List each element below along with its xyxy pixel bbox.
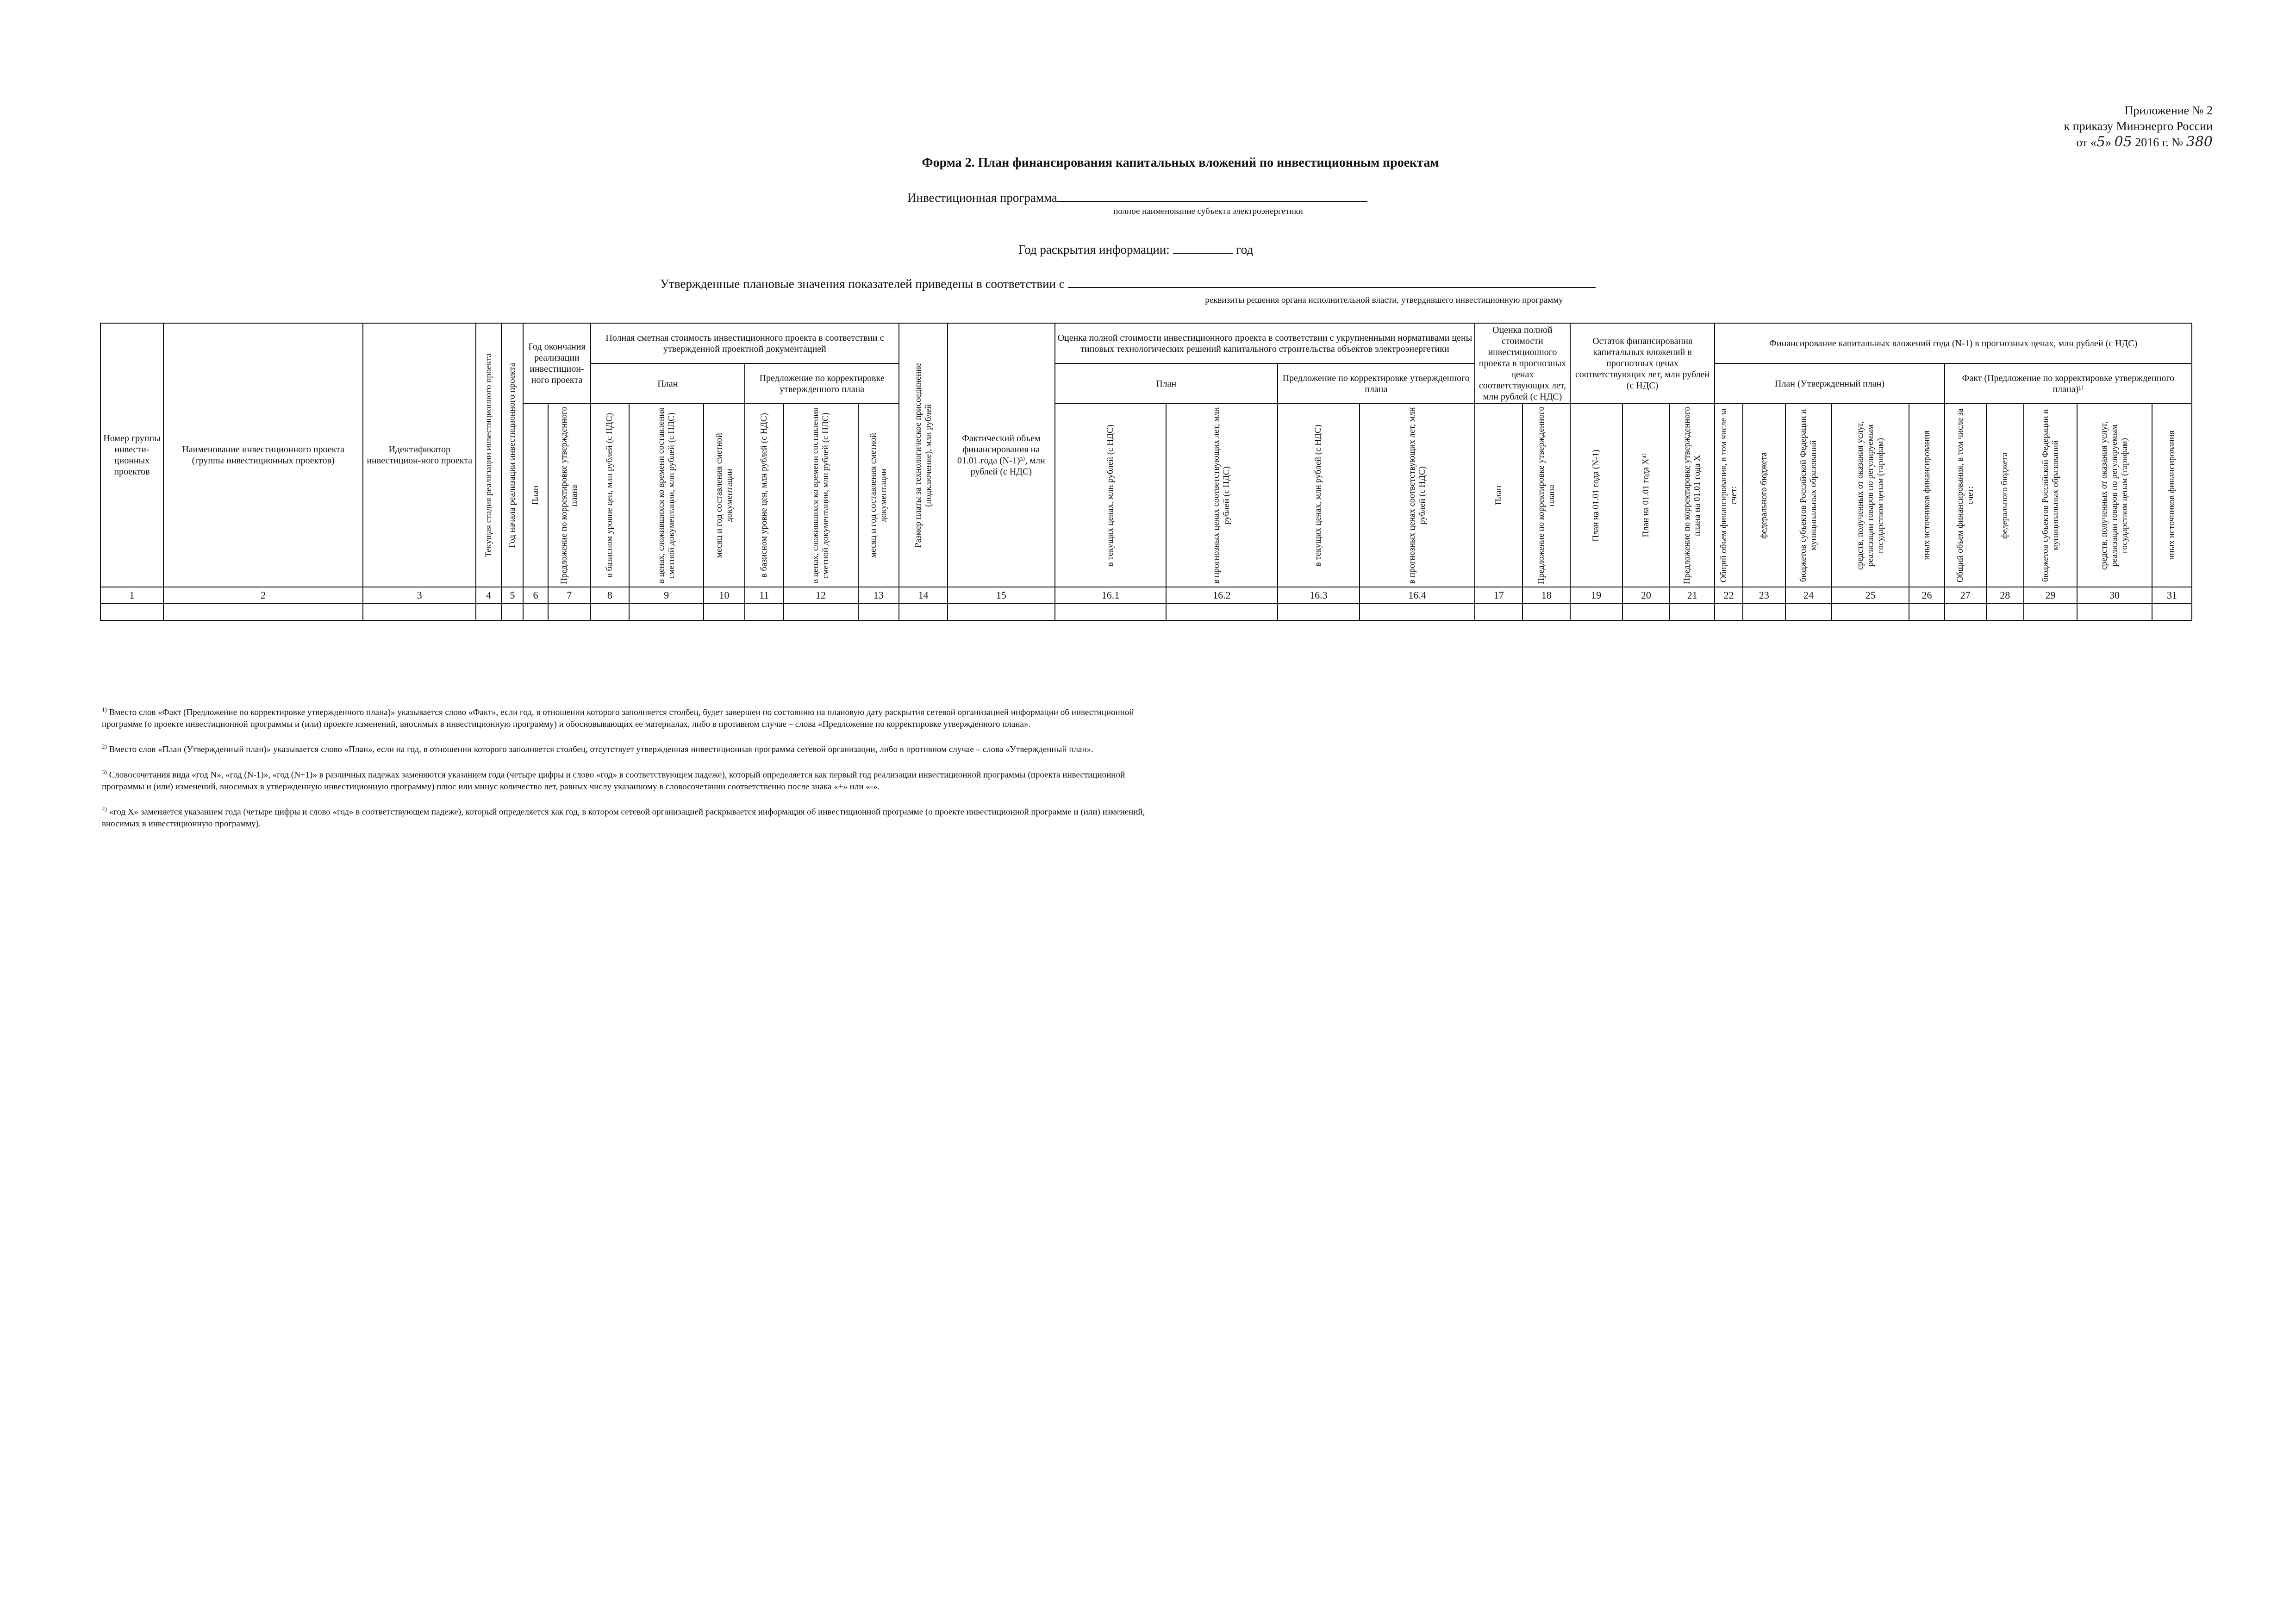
- handwritten-day: 5: [2096, 134, 2105, 150]
- header-full-plan: План: [591, 363, 745, 404]
- empty-cell: [1715, 604, 1743, 620]
- header-col-1: Номер группы инвести-ционных проектов: [100, 323, 163, 587]
- column-number-cell: 14: [899, 587, 948, 604]
- disclosure-label: Год раскрытия информации:: [1018, 243, 1170, 256]
- header-col-11: в базисном уровне цен, млн рублей (с НДС): [745, 404, 784, 587]
- approved-label: Утвержденные плановые значения показателей приведены в соответствии с: [660, 277, 1065, 291]
- column-number-cell: 8: [591, 587, 630, 604]
- empty-cell: [1475, 604, 1522, 620]
- header-col-30: средств, полученных от оказания услуг, реализации товаров по регулируемым государством ценам (тарифам): [2077, 404, 2152, 587]
- program-underline: [1057, 190, 1367, 202]
- empty-cell: [2077, 604, 2152, 620]
- footnote: [102, 766, 1148, 793]
- header-col-3: Идентификатор инвестицион-ного проекта: [363, 323, 476, 587]
- column-number-cell: 23: [1743, 587, 1785, 604]
- footnote-text: Вместо слов «План (Утвержденный план)» указывается слово «План», если на год, в отношении которого заполняется столбец, отсутствует утвержденная инвестиционная программа сетевой организации, либо в противном случае – слова «Утвержденный план».: [109, 744, 1093, 755]
- approved-underline: [1068, 276, 1596, 288]
- header-group-remaining: Остаток финансирования капитальных вложений в прогнозных ценах соответствующих лет, млн рублей (с НДС): [1570, 323, 1715, 404]
- column-number-cell: 25: [1832, 587, 1909, 604]
- empty-cell: [1570, 604, 1622, 620]
- program-caption: полное наименование субъекта электроэнергетики: [1113, 206, 1303, 216]
- column-number-cell: 26: [1909, 587, 1944, 604]
- empty-cell: [948, 604, 1055, 620]
- header-col-26: иных источников финансирования: [1909, 404, 1944, 587]
- header-col-7: Предложение по корректировке утвержденного плана: [548, 404, 591, 587]
- header-col-16-3: в текущих ценах, млн рублей (с НДС): [1278, 404, 1360, 587]
- empty-cell: [523, 604, 548, 620]
- column-number-cell: 16.2: [1166, 587, 1277, 604]
- column-number-cell: 28: [1986, 587, 2024, 604]
- header-col-19: План на 01.01 года (N-1): [1570, 404, 1622, 587]
- empty-cell: [591, 604, 630, 620]
- header-col-27: Общий объем финансирования, в том числе за счет:: [1945, 404, 1986, 587]
- footnote-mark: 1): [102, 706, 107, 713]
- column-number-cell: 6: [523, 587, 548, 604]
- column-number-cell: 1: [100, 587, 163, 604]
- column-number-cell: 20: [1622, 587, 1670, 604]
- header-col-6: План: [523, 404, 548, 587]
- empty-cell: [745, 604, 784, 620]
- header-col-8: в базисном уровне цен, млн рублей (с НДС): [591, 404, 630, 587]
- empty-cell: [363, 604, 476, 620]
- column-number-cell: 22: [1715, 587, 1743, 604]
- empty-cell: [1622, 604, 1670, 620]
- header-col-14: Размер платы за технологическое присоединение (подключение), млн рублей: [899, 323, 948, 587]
- header-col-22: Общий объем финансирования, в том числе за счет:: [1715, 404, 1743, 587]
- header-group-end-year: Год окончания реализации инвестицион-ного проекта: [523, 323, 590, 404]
- column-number-cell: 16.3: [1278, 587, 1360, 604]
- empty-cell: [1986, 604, 2024, 620]
- header-group-estimate: Оценка полной стоимости инвестиционного проекта в соответствии с укрупненными нормативами цены типовых технологических решений капитального строительства объектов электроэнергетики: [1055, 323, 1475, 363]
- form-title: Форма 2. План финансирования капитальных вложений по инвестиционным проектам: [922, 156, 1439, 170]
- empty-cell: [1743, 604, 1785, 620]
- header-estimate-proposal: Предложение по корректировке утвержденного плана: [1278, 363, 1475, 404]
- header-group-evaluation: Оценка полной стоимости инвестиционного проекта в прогнозных ценах соответствующих лет, млн рублей (с НДС): [1475, 323, 1570, 404]
- header-col-18: Предложение по корректировке утвержденного плана: [1522, 404, 1570, 587]
- handwritten-order-number: 380: [2186, 134, 2213, 150]
- header-col-13: месяц и год составления сметной документации: [858, 404, 899, 587]
- column-number-cell: 21: [1670, 587, 1715, 604]
- footnote-mark: 2): [102, 743, 107, 750]
- empty-cell: [1522, 604, 1570, 620]
- header-financing-plan: План (Утвержденный план): [1715, 363, 1944, 404]
- header-col-16-2: в прогнозных ценах соответствующих лет, млн рублей (с НДС): [1166, 404, 1277, 587]
- footnote-text: Вместо слов «Факт (Предложение по корректировке утвержденного плана)» указывается слово «Факт», если год, в отношении которого заполняется столбец, будет завершен по состоянию на плановую дату раскрытия сетевой организацией информации об инвестиционной программе (о проекте инвестиционной программы и (или) проекте изменений, вносимых в инвестиционную программу) и обосновывающих ее материалах, либо в противном случае – слова «Предложение по корректировке утвержденного плана».: [102, 707, 1134, 730]
- empty-cell: [476, 604, 501, 620]
- appendix-line-2: к приказу Минэнерго России: [2064, 119, 2213, 133]
- footnote-mark: 4): [102, 805, 107, 812]
- header-col-28: федерального бюджета: [1986, 404, 2024, 587]
- empty-cell: [1909, 604, 1944, 620]
- header-col-9: в ценах, сложившихся ко времени составления сметной документации, млн рублей (с НДС): [629, 404, 704, 587]
- header-col-21: Предложение по корректировке утвержденного плана на 01.01 года X: [1670, 404, 1715, 587]
- footnote-text: «год X» заменяется указанием года (четыре цифры и слово «год» в соответствующем падеже), который определяется как год, в котором сетевой организацией раскрывается информация об инвестиционной программе (о проекте инвестиционной программе и (или) изменений, вносимых в инвестиционную программу).: [102, 807, 1145, 829]
- empty-cell: [1360, 604, 1475, 620]
- appendix-block: [1889, 103, 2213, 150]
- column-number-row: [100, 587, 2192, 604]
- appendix-date-line: от «5» 05 2016 г. № 380: [2076, 134, 2213, 150]
- column-number-cell: 31: [2152, 587, 2192, 604]
- approved-caption: реквизиты решения органа исполнительной власти, утвердившего инвестиционную программу: [1205, 295, 1563, 305]
- footnote: [102, 803, 1148, 830]
- header-col-12: в ценах, сложившихся ко времени составления сметной документации, млн рублей (с НДС): [784, 404, 858, 587]
- column-number-cell: 16.4: [1360, 587, 1475, 604]
- header-col-2: Наименование инвестиционного проекта (группы инвестиционных проектов): [163, 323, 363, 587]
- approved-line: [660, 276, 1596, 291]
- empty-cell: [1166, 604, 1277, 620]
- column-number-cell: 29: [2024, 587, 2077, 604]
- empty-cell: [1278, 604, 1360, 620]
- empty-cell: [100, 604, 163, 620]
- empty-cell: [1670, 604, 1715, 620]
- column-number-cell: 2: [163, 587, 363, 604]
- column-number-cell: 12: [784, 587, 858, 604]
- disclosure-line: [1018, 242, 1253, 257]
- header-col-25: средств, полученных от оказания услуг, реализации товаров по регулируемым государством ценам (тарифам): [1832, 404, 1909, 587]
- header-col-17: План: [1475, 404, 1522, 587]
- column-number-cell: 3: [363, 587, 476, 604]
- investment-plan-table: [100, 323, 2192, 621]
- header-full-proposal: Предложение по корректировке утвержденного плана: [745, 363, 899, 404]
- header-col-24: бюджетов субъектов Российской Федерации и муниципальных образований: [1785, 404, 1832, 587]
- empty-cell: [548, 604, 591, 620]
- header-group-full-cost: Полная сметная стоимость инвестиционного проекта в соответствии с утвержденной проектной документацией: [591, 323, 899, 363]
- footnote: [102, 704, 1148, 731]
- column-number-cell: 11: [745, 587, 784, 604]
- header-estimate-plan: План: [1055, 363, 1278, 404]
- empty-cell: [1945, 604, 1986, 620]
- empty-cell: [784, 604, 858, 620]
- column-number-cell: 16.1: [1055, 587, 1166, 604]
- column-number-cell: 15: [948, 587, 1055, 604]
- empty-cell: [1055, 604, 1166, 620]
- program-line: [907, 190, 1367, 205]
- column-number-cell: 13: [858, 587, 899, 604]
- disclosure-underline: [1173, 242, 1233, 254]
- column-number-cell: 30: [2077, 587, 2152, 604]
- header-financing-fact: Факт (Предложение по корректировке утвержденного плана)¹⁾: [1945, 363, 2192, 404]
- empty-cell: [629, 604, 704, 620]
- header-col-5: Год начала реализации инвестиционного проекта: [501, 323, 523, 587]
- header-col-20: План на 01.01 года X⁴⁾: [1622, 404, 1670, 587]
- footnote: [102, 741, 1148, 756]
- column-number-cell: 24: [1785, 587, 1832, 604]
- column-number-cell: 17: [1475, 587, 1522, 604]
- empty-cell: [2152, 604, 2192, 620]
- empty-cell: [858, 604, 899, 620]
- empty-cell: [2024, 604, 2077, 620]
- empty-cell: [501, 604, 523, 620]
- header-col-16-1: в текущих ценах, млн рублей (с НДС): [1055, 404, 1166, 587]
- disclosure-suffix: год: [1236, 243, 1254, 256]
- header-col-4: Текущая стадия реализации инвестиционного проекта: [476, 323, 501, 587]
- header-col-31: иных источников финансирования: [2152, 404, 2192, 587]
- empty-data-row: [100, 604, 2192, 620]
- column-number-cell: 9: [629, 587, 704, 604]
- footnote-mark: 3): [102, 768, 107, 775]
- header-col-29: бюджетов субъектов Российской Федерации и муниципальных образований: [2024, 404, 2077, 587]
- program-label: Инвестиционная программа: [907, 191, 1057, 205]
- header-group-financing: Финансирование капитальных вложений года (N-1) в прогнозных ценах, млн рублей (с НДС): [1715, 323, 2192, 363]
- column-number-cell: 27: [1945, 587, 1986, 604]
- appendix-line-1: Приложение № 2: [2124, 104, 2213, 117]
- table-header-row-1: [100, 323, 2192, 363]
- empty-cell: [704, 604, 745, 620]
- empty-cell: [163, 604, 363, 620]
- header-col-16-4: в прогнозных ценах соответствующих лет, млн рублей (с НДС): [1360, 404, 1475, 587]
- footnote-text: Словосочетания вида «год N», «год (N-1)», «год (N+1)» в различных падежах заменяются указанием года (четыре цифры и слово «год» в соответствующем падеже), который определяется как первый год реализации инвестиционной программы (проекта инвестиционной программы и (или) изменений, вносимых в утвержденную инвестиционную программу) плюс или минус количество лет, равных числу указанному в словосочетании соответственно после знака «+» или «-».: [102, 769, 1125, 792]
- footnotes: [102, 704, 1148, 840]
- empty-cell: [1832, 604, 1909, 620]
- column-number-cell: 7: [548, 587, 591, 604]
- header-col-23: федерального бюджета: [1743, 404, 1785, 587]
- column-number-cell: 10: [704, 587, 745, 604]
- empty-cell: [899, 604, 948, 620]
- column-number-cell: 4: [476, 587, 501, 604]
- column-number-cell: 19: [1570, 587, 1622, 604]
- column-number-cell: 18: [1522, 587, 1570, 604]
- header-col-10: месяц и год составления сметной документации: [704, 404, 745, 587]
- column-number-cell: 5: [501, 587, 523, 604]
- header-col-15: Фактический объем финансирования на 01.01.года (N-1)³⁾, млн рублей (с НДС): [948, 323, 1055, 587]
- empty-cell: [1785, 604, 1832, 620]
- handwritten-month: 05: [2114, 134, 2132, 150]
